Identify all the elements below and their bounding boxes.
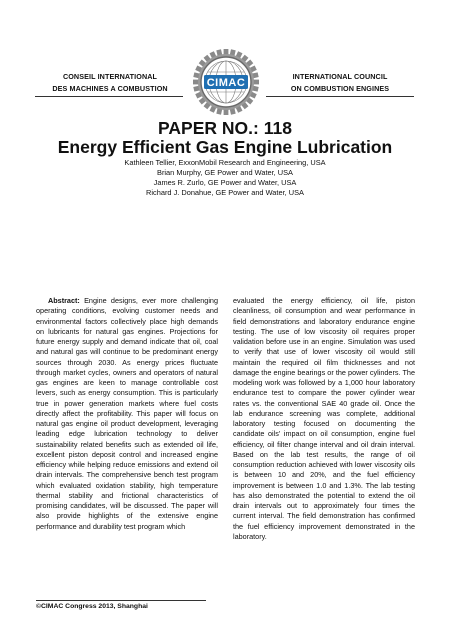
abstract-label: Abstract: xyxy=(48,296,80,305)
logo-text: CIMAC xyxy=(206,77,246,89)
paper-number: PAPER NO.: 118 xyxy=(158,118,292,138)
footer-rule xyxy=(36,600,206,601)
abstract-right-text: evaluated the energy efficiency, oil life, piston cleanliness, oil consumption and wear performance in field demonstrations and laboratory endurance engine testing. The use of low viscosity oil requires proper validation before use in an engine. Simulation was used to verify that use of lower viscosity oil would still maintain the required oil film thicknesses and not damage the engine bearings or the power cylinders. The modeling work was followed by a 1,000 hour laboratory endurance test to compare the power cylinder wear rates vs. the conventional SAE 40 grade oil. Once the lab endurance screening was complete, additional laboratory testing focused on documenting the candidate oils' impact on oil consumption, engine fuel efficiency, oil filter change interval and oil drain interval. Based on the lab test results, the range of oil consumption reduction achieved with lower viscosity oils is between 10 and 20%, and the fuel efficiency improvement is between 1.0 and 1.3%. The lab testing has also demonstrated the potential to extend the oil drain intervals out to approximately four times the current interval. The field demonstration has confirmed the fuel efficiency improvement demonstrated in the laboratory. xyxy=(233,296,415,541)
header-left-rule xyxy=(35,96,183,97)
header-right-line2: ON COMBUSTION ENGINES xyxy=(290,84,390,93)
header-right-rule xyxy=(266,96,414,97)
abstract-left-text: Engine designs, ever more challenging operating conditions, evolving customer needs and environmental factors collectively place high demands on lubricants for natural gas engines. Projections for future energy supply and demand indicate that oil, coal and natural gas will continue to be predominant energy sources through 2030. As energy prices fluctuate through market cycles, owners and operators of natural gas engines are keen to manage controllable cost levers, such as energy consumption. This is particularly true in power generation markets where fuel costs directly affect the profitability. This paper will focus on natural gas engine oil product development, leveraging leading edge lubrication technology to deliver sustainability related benefits such as extended oil life, excellent piston deposit control and increased engine efficiency while helping reduce emissions and extend oil drain intervals. The comprehensive bench test program which evaluated oxidation stability, high temperature thermal stability and frictional characteristics of promising candidates, will be discussed. The paper will also provide highlights of the extensive engine performance and durability test program which xyxy=(36,296,218,531)
author-3: James R. Zurlo, GE Power and Water, USA xyxy=(153,178,297,187)
header-right-organization xyxy=(265,71,415,95)
author-list xyxy=(0,158,450,198)
cimac-logo xyxy=(190,46,262,118)
header-left-line2: DES MACHINES A COMBUSTION xyxy=(52,84,168,93)
author-2: Brian Murphy, GE Power and Water, USA xyxy=(157,168,293,177)
paper-title: Energy Efficient Gas Engine Lubrication xyxy=(57,137,393,157)
abstract-right-column xyxy=(233,296,415,542)
header-left-line1: CONSEIL INTERNATIONAL xyxy=(62,72,158,81)
header-right-line1: INTERNATIONAL COUNCIL xyxy=(292,72,388,81)
header-left-organization xyxy=(35,71,185,95)
footer-copyright: ©CIMAC Congress 2013, Shanghai xyxy=(36,603,148,610)
author-1: Kathleen Tellier, ExxonMobil Research and Engineering, USA xyxy=(124,158,326,167)
abstract-left-column xyxy=(36,296,218,532)
author-4: Richard J. Donahue, GE Power and Water, USA xyxy=(146,188,304,197)
